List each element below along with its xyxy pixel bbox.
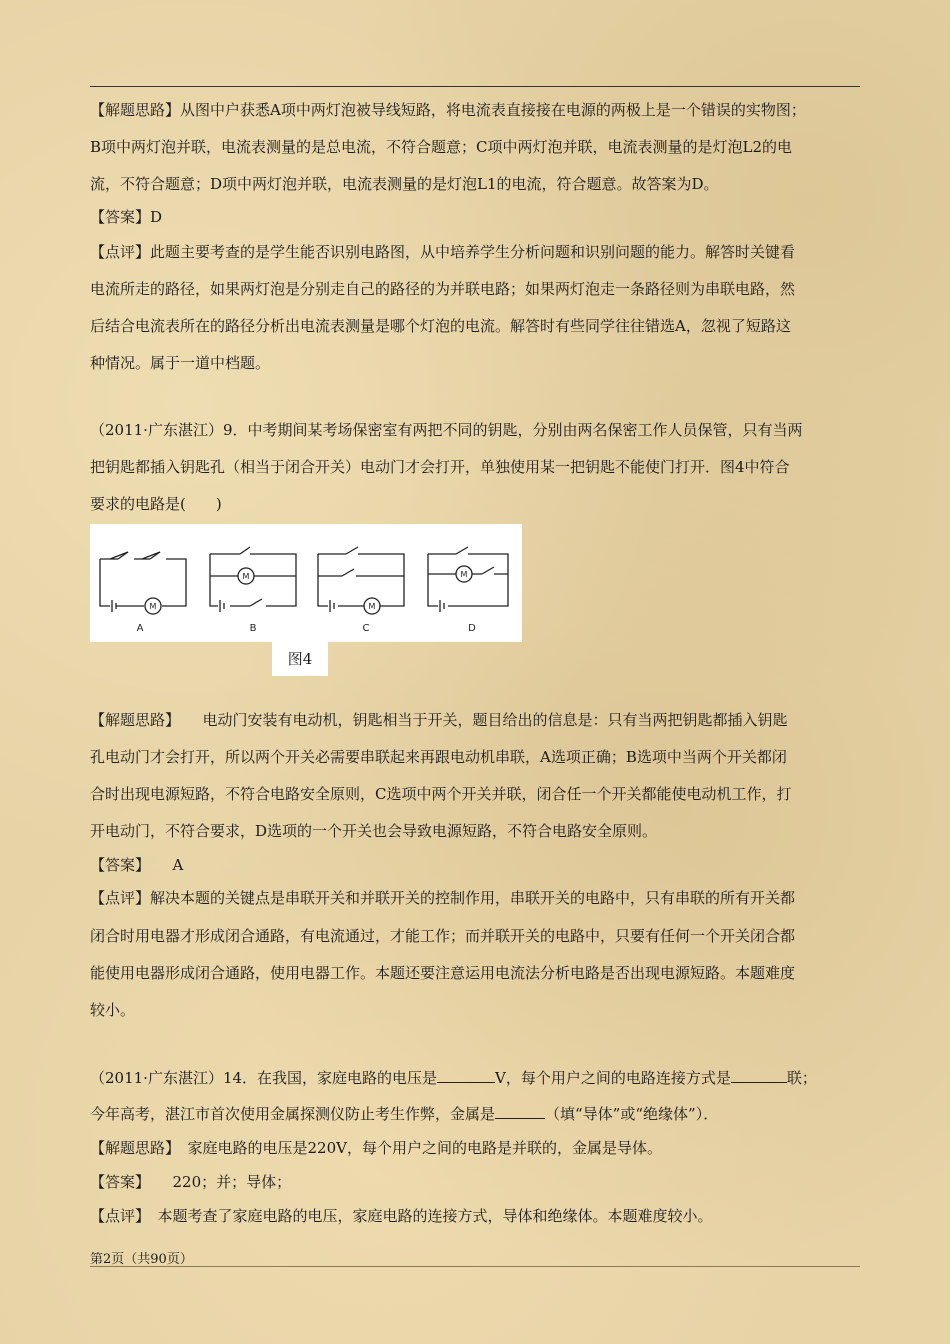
comment-line: 后结合电流表所在的路径分析出电流表测量是哪个灯泡的电流。解答时有些同学往往错选A，忽视了短路这 <box>90 317 791 335</box>
question-line: 要求的电路是( ) <box>90 495 222 513</box>
question-line <box>90 1068 870 1088</box>
answer-line: 【答案】 A <box>90 856 184 874</box>
question-line: （2011·广东湛江）9．中考期间某考场保密室有两把不同的钥匙，分别由两名保密工作人员保管，只有当两 <box>90 421 803 439</box>
circuit-figure <box>90 524 522 642</box>
figure-caption: 图4 <box>272 640 328 676</box>
motor-label: M <box>460 570 468 579</box>
question-text: 联； <box>786 1069 817 1087</box>
answer-line: 【答案】D <box>90 208 163 226</box>
blank-connection <box>731 1068 787 1083</box>
comment-line: 【点评】 本题考查了家庭电路的电压，家庭电路的连接方式，导体和绝缘体。本题难度较小。 <box>90 1207 713 1225</box>
option-label: D <box>468 623 476 634</box>
solution-line: 开电动门，不符合要求，D选项的一个开关也会导致电源短路，不符合电路安全原则。 <box>90 822 658 840</box>
comment-line: 【点评】此题主要考查的是学生能否识别电路图，从中培养学生分析问题和识别问题的能力。解答时关键看 <box>90 243 796 261</box>
motor-label: M <box>242 572 250 581</box>
solution-line: 合时出现电源短路，不符合电路安全原则，C选项中两个开关并联，闭合任一个开关都能使电动机工作，打 <box>90 785 792 803</box>
comment-line: 较小。 <box>90 1001 136 1019</box>
circuit-a <box>100 552 186 614</box>
blank-conductor <box>495 1104 545 1119</box>
motor-label: M <box>368 602 376 611</box>
solution-line: 【解题思路】 电动门安装有电动机，钥匙相当于开关，题目给出的信息是：只有当两把钥匙都插入钥匙 <box>90 711 788 729</box>
option-label: A <box>136 623 144 634</box>
circuit-b <box>210 547 296 612</box>
comment-line: 闭合时用电器才形成闭合通路，有电流通过，才能工作；而并联开关的电路中，只要有任何一个开关闭合都 <box>90 927 796 945</box>
question-line: 把钥匙都插入钥匙孔（相当于闭合开关）电动门才会打开，单独使用某一把钥匙不能使门打开．图4中符合 <box>90 458 790 476</box>
solution-line: B项中两灯泡并联，电流表测量的是总电流，不符合题意；C项中两灯泡并联，电流表测量的是灯泡L2的电 <box>90 138 793 156</box>
answer-line: 【答案】 220；并；导体； <box>90 1173 292 1191</box>
solution-line: 孔电动门才会打开，所以两个开关必需要串联起来再跟电动机串联，A选项正确；B选项中当两个开关都闭 <box>90 748 787 766</box>
question-text: 今年高考，湛江市首次使用金属探测仪防止考生作弊，金属是 <box>90 1105 496 1123</box>
comment-line: 电流所走的路径，如果两灯泡是分别走自己的路径的为并联电路；如果两灯泡走一条路径则为串联电路，然 <box>90 280 796 298</box>
comment-line: 能使用电器形成闭合通路，使用电器工作。本题还要注意运用电流法分析电路是否出现电源短路。本题难度 <box>90 964 796 982</box>
header-rule <box>90 86 860 87</box>
question-text: V，每个用户之间的电路连接方式是 <box>495 1069 731 1087</box>
question-text: （2011·广东湛江）14．在我国，家庭电路的电压是 <box>90 1069 438 1087</box>
comment-line: 【点评】解决本题的关键点是串联开关和并联开关的控制作用，串联开关的电路中，只有串联的所有开关都 <box>90 889 796 907</box>
motor-label: M <box>149 602 157 611</box>
question-line <box>90 1104 870 1124</box>
page-number: 第2页（共90页） <box>90 1252 193 1267</box>
comment-line: 种情况。属于一道中档题。 <box>90 354 271 372</box>
solution-line: 【解题思路】从图中户获悉A项中两灯泡被导线短路，将电流表直接接在电源的两极上是一个错误的实物图； <box>90 101 806 119</box>
solution-line: 【解题思路】 家庭电路的电压是220V，每个用户之间的电路是并联的，金属是导体。 <box>90 1139 662 1157</box>
footer-rule <box>90 1266 860 1267</box>
question-text: （填“导体”或“绝缘体”）． <box>545 1105 719 1123</box>
option-label: C <box>362 623 370 634</box>
option-label: B <box>249 623 257 634</box>
circuit-diagrams <box>90 524 522 642</box>
circuit-d <box>428 547 508 612</box>
blank-voltage <box>437 1068 495 1083</box>
solution-line: 流，不符合题意；D项中两灯泡并联，电流表测量的是灯泡L1的电流，符合题意。故答案为D。 <box>90 175 719 193</box>
circuit-c <box>318 547 404 614</box>
